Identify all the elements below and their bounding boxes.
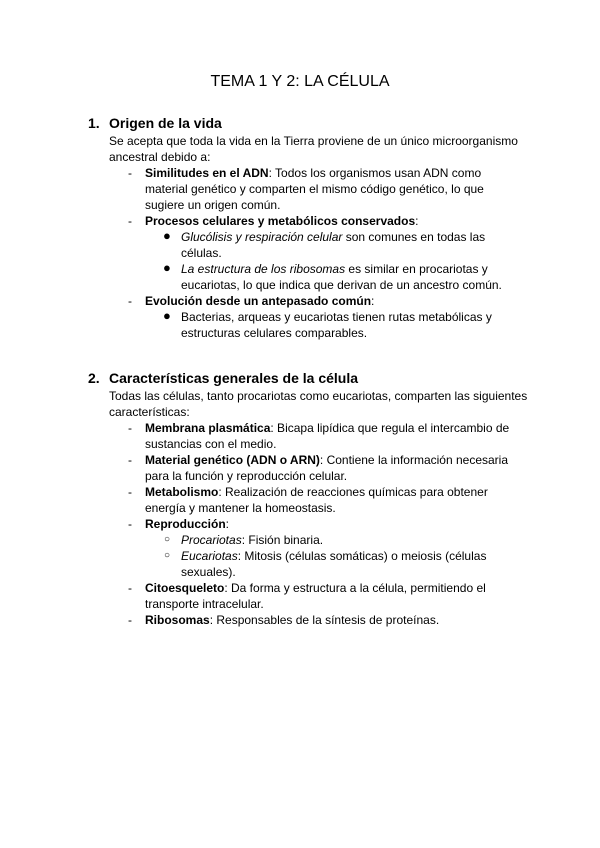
- item-text: : Mitosis (células somáticas) o meiosis (células sexuales).: [181, 549, 487, 579]
- list-item: [0, 452, 525, 484]
- item-term: Ribosomas: [145, 613, 210, 627]
- dash-bullet: -: [128, 485, 132, 499]
- section-heading: [0, 114, 600, 132]
- item-text: es similar en procariotas y eucariotas, lo que indica que derivan de un ancestro común.: [181, 262, 502, 292]
- dash-bullet: -: [128, 517, 132, 531]
- circle-bullet-icon: ○: [164, 550, 171, 561]
- item-term: Procesos celulares y metabólicos conservados: [145, 214, 416, 228]
- disc-bullet-icon: ●: [163, 228, 171, 243]
- list-item: [0, 612, 525, 628]
- list-item: [0, 580, 525, 612]
- item-emphasis: Glucólisis y respiración celular: [181, 230, 343, 244]
- item-term: Similitudes en el ADN: [145, 166, 269, 180]
- item-text: :: [225, 517, 230, 531]
- list-item: [0, 484, 525, 516]
- item-text: :: [371, 294, 375, 308]
- list-item: [0, 516, 525, 532]
- item-text: : Realización de reacciones químicas para obtener energía y mantener la homeostasis.: [145, 485, 488, 515]
- list-item: [0, 213, 525, 229]
- item-text: : Bicapa lipídica que regula el intercambio de sustancias con el medio.: [145, 421, 510, 451]
- item-text: : Fisión binaria.: [241, 533, 324, 547]
- sub-list-item: [0, 309, 511, 341]
- section-number: 2.: [88, 370, 100, 386]
- section-number: 1.: [88, 115, 100, 131]
- section-caracteristicas-generales: [0, 369, 600, 628]
- section-heading-text: Características generales de la célula: [109, 370, 359, 386]
- item-emphasis: La estructura de los ribosomas: [181, 262, 346, 276]
- section-heading-text: Origen de la vida: [109, 115, 222, 131]
- section-origen-de-la-vida: [0, 114, 600, 341]
- section-intro: Todas las células, tanto procariotas como eucariotas, comparten las siguientes características:: [109, 389, 528, 419]
- dash-bullet: -: [128, 421, 132, 435]
- section-intro: Se acepta que toda la vida en la Tierra proviene de un único microorganismo ancestral debido a:: [109, 134, 518, 164]
- item-text: :: [415, 214, 419, 228]
- dash-bullet: -: [128, 453, 132, 467]
- disc-bullet-icon: ●: [163, 260, 171, 275]
- item-text: Bacterias, arqueas y eucariotas tienen rutas metabólicas y estructuras celulares comparables.: [181, 310, 492, 340]
- list-item: [0, 165, 525, 213]
- item-term: Metabolismo: [145, 485, 219, 499]
- dash-bullet: -: [128, 294, 132, 308]
- item-term: Membrana plasmática: [145, 421, 271, 435]
- disc-bullet-icon: ●: [163, 308, 171, 323]
- sub-list-item: [0, 261, 511, 293]
- dash-bullet: -: [128, 166, 132, 180]
- item-text: : Contiene la información necesaria para la función y reproducción celular.: [145, 453, 509, 483]
- dash-bullet: -: [128, 214, 132, 228]
- list-item: [0, 420, 525, 452]
- item-text: : Todos los organismos usan ADN como material genético y comparten el mismo código genético, lo que sugiere un origen común.: [145, 166, 484, 212]
- dash-bullet: -: [128, 613, 132, 627]
- section-heading: [0, 369, 600, 387]
- item-text: son comunes en todas las células.: [181, 230, 486, 260]
- item-text: : Responsables de la síntesis de proteínas.: [209, 613, 440, 627]
- circle-bullet-icon: ○: [164, 534, 171, 545]
- item-emphasis: Eucariotas: [181, 549, 238, 563]
- dash-bullet: -: [128, 581, 132, 595]
- item-term: Citoesqueleto: [145, 581, 225, 595]
- sub-list-item: [0, 229, 511, 261]
- document-title: TEMA 1 Y 2: LA CÉLULA: [210, 73, 390, 90]
- item-term: Material genético (ADN o ARN): [145, 453, 320, 467]
- item-term: Reproducción: [145, 517, 226, 531]
- item-text: : Da forma y estructura a la célula, permitiendo el transporte intracelular.: [145, 581, 486, 611]
- item-term: Evolución desde un antepasado común: [145, 294, 372, 308]
- item-emphasis: Procariotas: [181, 533, 242, 547]
- list-item: [0, 293, 525, 309]
- sub-list-item: [0, 548, 511, 580]
- sub-list-item: [0, 532, 511, 548]
